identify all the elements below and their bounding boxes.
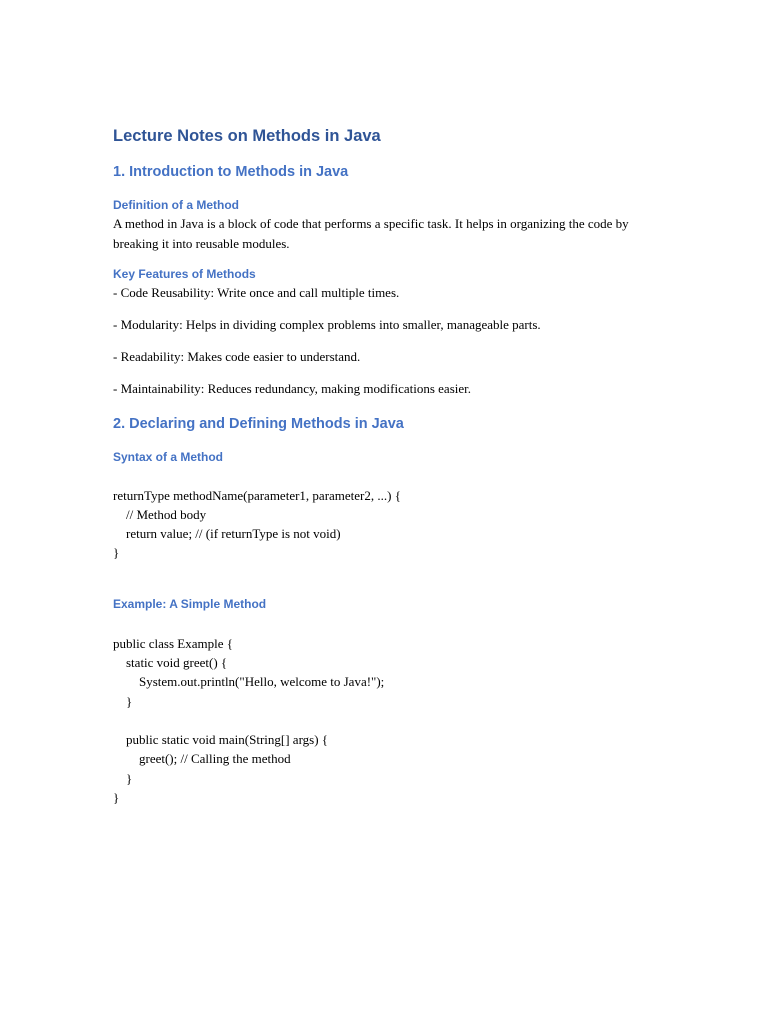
code-line: static void greet() { (113, 654, 228, 670)
code-line: } (113, 545, 120, 561)
code-line: } (113, 790, 120, 806)
code-line: public class Example { (113, 635, 233, 651)
code-line: System.out.println("Hello, welcome to Java!"); (113, 674, 385, 690)
code-line: return value; // (if returnType is not void) (113, 526, 341, 542)
example-code-block (113, 634, 673, 808)
feature-item-modularity: - Modularity: Helps in dividing complex problems into smaller, manageable parts. (113, 317, 541, 332)
definition-text: A method in Java is a block of code that performs a specific task. It helps in organizing the code by breaking it into reusable modules. (113, 216, 629, 251)
definition-heading: Definition of a Method (113, 198, 239, 212)
code-line: returnType methodName(parameter1, parameter2, ...) { (113, 487, 401, 503)
code-line: public static void main(String[] args) { (113, 732, 329, 748)
code-line: greet(); // Calling the method (113, 751, 291, 767)
document-page (113, 124, 673, 807)
feature-item-readability: - Readability: Makes code easier to understand. (113, 349, 361, 364)
syntax-heading: Syntax of a Method (113, 449, 224, 464)
document-title: Lecture Notes on Methods in Java (113, 127, 381, 145)
features-heading: Key Features of Methods (113, 267, 256, 281)
code-line (113, 711, 673, 730)
feature-item-maintainability: - Maintainability: Reduces redundancy, making modifications easier. (113, 381, 472, 396)
section-2-heading: 2. Declaring and Defining Methods in Java (113, 415, 404, 432)
code-line: // Method body (113, 506, 207, 522)
code-line: } (113, 693, 133, 709)
syntax-code-block (113, 486, 673, 563)
code-line: } (113, 770, 133, 786)
feature-item-reusability: - Code Reusability: Write once and call multiple times. (113, 285, 400, 300)
example-heading: Example: A Simple Method (113, 596, 267, 611)
section-1-heading: 1. Introduction to Methods in Java (113, 164, 349, 180)
